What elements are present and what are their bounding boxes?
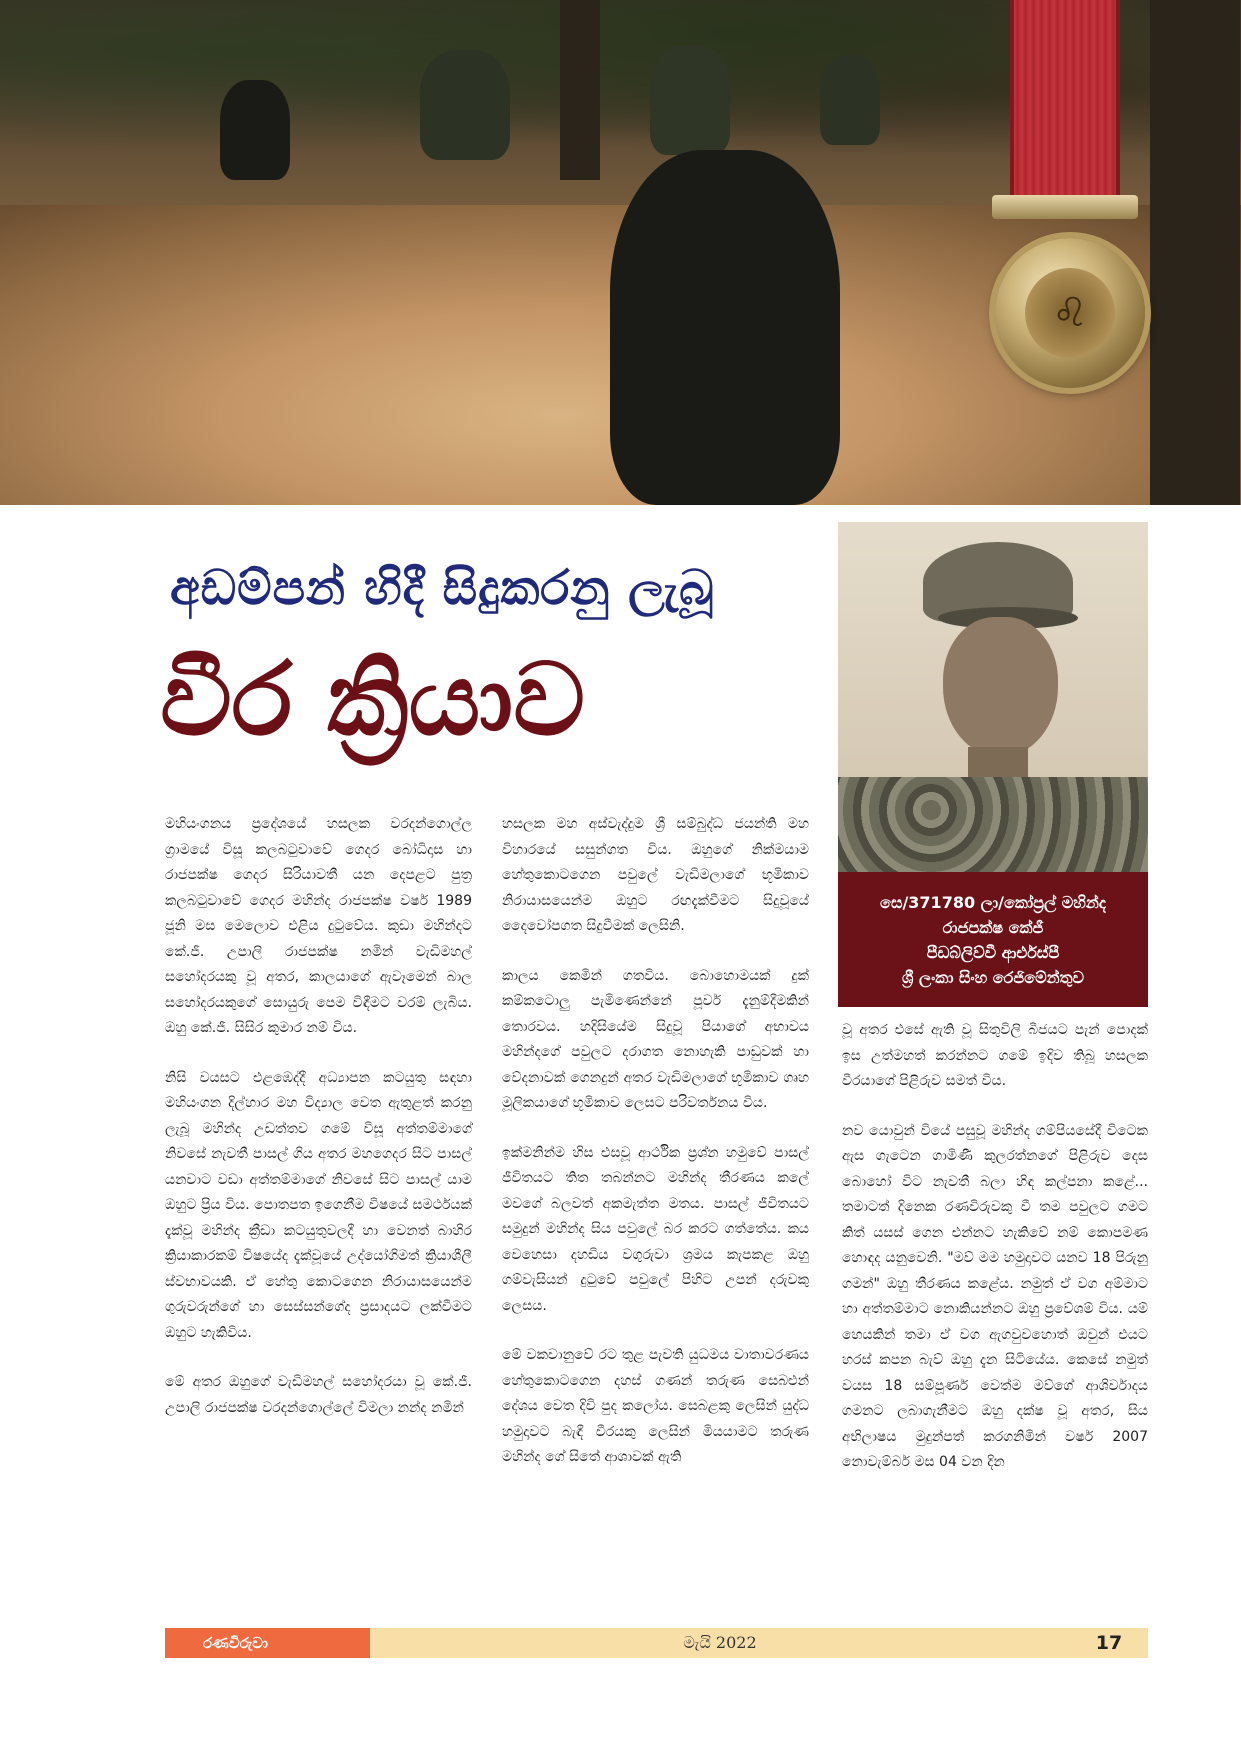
caption-line: රාජපක්ෂ කේජී [942, 917, 1044, 937]
article-paragraph: කාලය කෙමින් ගතවිය. බොහොමයක් දුක් කම්කටොලු පැමිණෙන්නේ පූර්ව දැනුම්දීමකින් තොරවය. හදිසියේම සිදුවූ පියාගේ අභාවය මහින්දගේ පවුලට දරාගත නොහැකි පාඩුවක් හා වේදනාවක් ගෙනදුන් අතර වැඩිමලාගේ භූමිකාව ගෘහ මූලිකයාගේ භූමිකාව ලෙසට පරිවර්තනය විය. [502, 967, 809, 1111]
article-paragraph: හසලක මහ අස්වැද්දුම ශ්‍රී සම්බුද්ධ ජයන්ති මහ විහාරයේ සසුන්ගත විය. ඔහුගේ නික්මයාම හේතුකොටගෙන පවුලේ වැඩිමලාගේ භූමිකාව නිරායාසයෙන්ම ඔහුට රඟදැක්වීමට සිදුවූයේ දෛවෝපගත සිදුවීමක් ලෙසිනි. [502, 816, 809, 934]
hero-photo [0, 0, 1241, 505]
article-paragraph: මේ අතර ඔහුගේ වැඩිමහල් සහෝදරයා වූ කේ.ජී. උපාලි රාජපක්ෂ වරදන්ගොල්ලේ විමලා නන්ද නමින් [165, 1374, 472, 1416]
portrait-caption [838, 872, 1148, 1007]
article-paragraph: වූ අතර එසේ ඇති වූ සිතුවිලි බීජයට පැන් පොදක් ඉස උත්මහත් කරන්නට ගමේ ඉදිව තිබූ හසලක වීරයාගේ පිළිරුව සමත් විය. [842, 1022, 1148, 1089]
article-paragraph: නිසි වයසට එළඹෙද්දී අධ්‍යාපන කටයුතු සඳහා මහියංගන දිල්හාර මහ විද්‍යාල වෙත ඇතුළත් කරනු ලැබූ මහින්ද උඩත්තව ගමේ විසූ අත්තම්මාගේ නිවසේ නැවතී පාසල් ගිය අතර මහගෙදර සිට පාසල් යනවාට වඩා අත්තම්මාගේ නිවසේ සිට පාසල් යාම ඔහුට ප්‍රිය විය. පොතපත ඉගෙනීම විෂයේ සමර්ථයක් දැක්වූ මහින්ද ක්‍රීඩා කටයුතුවලදී හා වෙනත් බාහිර ක්‍රියාකාරකම් විෂයේද දැක්වූයේ උද්යෝගිමත් ක්‍රියාශීලී ස්වභාවයකි. ඒ හේතු කොටගෙන නිරායාසයෙන්ම ගුරුවරුන්ගේ හා සෙස්සන්ගේද ප්‍රසාදයට ලක්වීමට ඔහුට හැකිවිය. [165, 1069, 472, 1341]
medal-clasp [992, 195, 1138, 219]
caption-line: සෙ/371780 ලා/කෝප්‍රල් මහින්ද [880, 892, 1106, 912]
hero-soldier-silhouette [650, 45, 730, 155]
hero-soldier-silhouette [220, 80, 290, 180]
article-paragraph: නව යොවුන් වියේ පසුවූ මහින්ද ගම්පියසේදී විටෙක ඇස ගැටෙන ගාමිණී කුලරත්නගේ පිළිරුව දෙස බොහෝ විට නැවතී බලා හිඳ කල්පනා කළේ... තමාටත් දිනෙක රණවිරුවකු වී තම පවුලට ගමට කිත් යසස් ගෙන එන්නට හැකිවේ නම් කොපමණ හොඳද යනුවෙනි. "මව් මම හමුදාවට යනව 18 පිරුනු ගමන්" ඔහු තීරණය කළේය. නමුත් ඒ වග අම්මාට හා අත්තම්මාට නොකියන්නට ඔහු ප්‍රවේශම් විය. යම් හෙයකින් තමා ඒ වග ඇගවුවහොත් ඔවුන් එයට හරස් කපන බැව් ඔහු දැන සිටියේය. කෙසේ නමුත් වයස 18 සම්පූර්ණ වෙත්ම මව්ගේ ආශිර්වාදය ගමනට ලබාගැනීමට ඔහු දක්ෂ වූ අතර, සිය අභිලාෂය මුදුන්පත් කරගනිමින් වර්ෂ 2007 නොවැම්බර් මස 04 වන දින [842, 1122, 1148, 1470]
footer-magazine-name: රණවිරුවා [165, 1628, 370, 1658]
hero-tree-trunk [1150, 0, 1240, 505]
portrait-face [943, 617, 1058, 757]
article-column-1 [165, 812, 472, 1445]
article-paragraph: මහියංගනය ප්‍රදේශයේ හසලක වරදන්ගොල්ල ග්‍රාමයේ විසූ කලබටුවාවේ ගෙදර බෝධිදාස හා රාජපක්ෂ ගෙදර සිරියාවතී යන දෙපළට පුත්‍ර කලබටුවාවේ ගෙදර මහින්ද රාජපක්ෂ වර්ෂ 1989 ජූනි මස මෙලොව එළිය දුටුවේය. කුඩා මහින්දට කේ.ජී. උපාලි රාජපක්ෂ නමින් වැඩිමහල් සහෝදරයකු වූ අතර, කාලයාගේ ඇවෑමෙන් බාල සහෝදරයකුගේ සොයුරු පෙම විඳීමට වරම් ලැබිය. ඔහු කේ.ජී. සිසිර කුමාර නම් විය. [165, 816, 472, 1036]
hero-soldier-silhouette [820, 55, 880, 145]
hero-tree-trunk [560, 0, 600, 180]
medal-ribbon [1010, 0, 1120, 210]
article-column-3 [842, 1018, 1148, 1500]
soldier-portrait [838, 522, 1148, 872]
page-footer [165, 1628, 1148, 1658]
footer-page-number: 17 [1070, 1628, 1148, 1658]
lion-emblem-icon: ♌ [1025, 268, 1115, 358]
article-paragraph: මේ වකවානුවේ රට තුළ පැවති යුධමය වාතාවරණය හේතුකොටගෙන දහස් ගණන් තරුණ සෙබළුන් දේශය වෙත දිවි පුද කලෝය. සෙබළකු ලෙසින් යුද්ධ හමුදාවට බැඳී වීරයකු ලෙසින් මියයාමට තරුණ මහින්ද ගේ සිතේ ආශාවක් ඇති [502, 1347, 809, 1465]
hero-soldier-silhouette [420, 50, 510, 160]
article-column-2 [502, 812, 809, 1495]
headline-title: වීර ක්‍රියාව [160, 641, 586, 758]
hero-soldier-silhouette [610, 150, 840, 505]
caption-line: ශ්‍රී ලංකා සිංහ රෙජිමේන්තුව [901, 967, 1085, 987]
caption-line: පීඩබ්ලිව්වී ආර්එස්පී [926, 942, 1060, 962]
headline-subtitle: අඩම්පන් හිදී සිදුකරනු ලැබූ [170, 560, 715, 616]
portrait-uniform [838, 777, 1148, 872]
article-paragraph: ඉක්මනින්ම හිස එසවූ ආර්ථික ප්‍රශ්න හමුවේ පාසල් ජීවිතයට තිත තබන්නට මහින්ද තීරණය කලේ මවගේ බලවත් අකමැත්ත මතය. පාසල් ජීවිතයට සමුදුන් මහින්ද සිය පවුලේ බර කරට ගත්තේය. කය වෙහෙසා දහඩිය වගුරුවා ශ්‍රමය කැපකළ ඔහු ගම්වැසියන් දුටුවේ පවුලේ පිහිට උපන් දරුවකු ලෙසය. [502, 1144, 809, 1314]
footer-issue-date: මැයි 2022 [370, 1628, 1070, 1658]
